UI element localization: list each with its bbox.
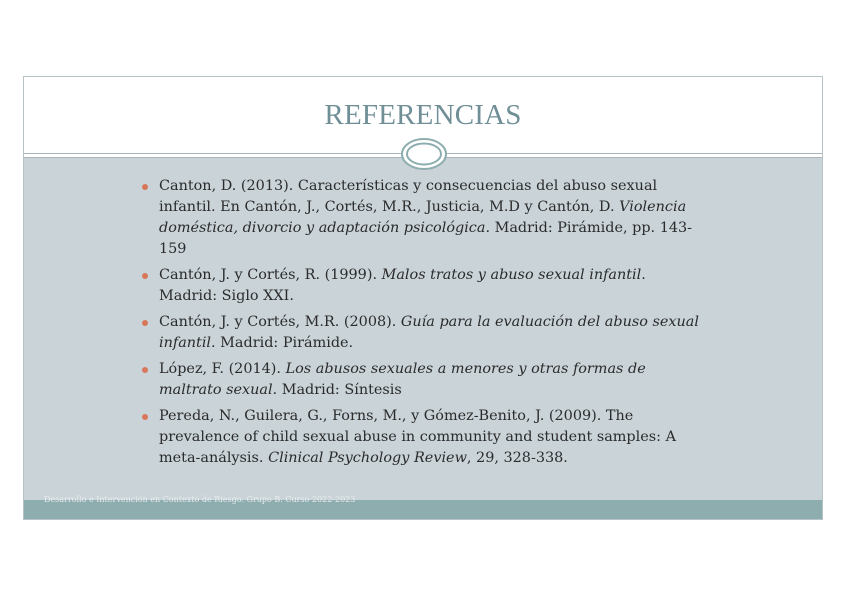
reference-item (142, 406, 702, 469)
reference-text: Pereda, N., Guilera, G., Forns, M., y Gómez-Benito, J. (2009). The prevalence of child sexual abuse in community and student samples: A meta-análysis. (159, 408, 676, 466)
reference-item (142, 265, 702, 307)
reference-title: Guía para la evaluación del abuso sexual infantil. (159, 314, 699, 351)
reference-list (142, 176, 702, 474)
bullet-dot-icon (142, 414, 148, 420)
reference-item (142, 312, 702, 354)
bullet-dot-icon (142, 273, 148, 279)
reference-text: Cantón, J. y Cortés, M.R. (2008). (159, 314, 401, 330)
reference-publisher: Madrid: Siglo XXI. (159, 288, 294, 304)
reference-title: Malos tratos y abuso sexual infantil. (381, 267, 646, 283)
reference-title: Los abusos sexuales a menores y otras formas de maltrato sexual. (159, 361, 646, 398)
slide-title: REFERENCIAS (324, 99, 522, 131)
reference-text: Canton, D. (2013). Características y consecuencias del abuso sexual infantil. En Cantón, J., Cortés, M.R., Justicia, M.D y Cantón, D. (159, 178, 658, 215)
reference-publisher: Madrid: Síntesis (277, 382, 402, 398)
oval-ornament-icon (399, 136, 449, 172)
bullet-dot-icon (142, 367, 148, 373)
reference-text: Cantón, J. y Cortés, R. (1999). (159, 267, 382, 283)
reference-title: Clinical Psychology Review (268, 450, 467, 466)
reference-publisher: , 29, 328-338. (466, 450, 568, 466)
reference-publisher: Madrid: Pirámide. (215, 335, 354, 351)
reference-title: Violencia doméstica, divorcio y adaptación psicológica. (159, 199, 687, 236)
reference-item (142, 176, 702, 260)
reference-publisher: Madrid: Pirámide, pp. 143-159 (159, 220, 693, 257)
reference-text: López, F. (2014). (159, 361, 286, 377)
bullet-dot-icon (142, 320, 148, 326)
footer-text: Desarrollo e Intervención en Contexto de Riesgo. Grupo B. Curso 2022-2023 (44, 495, 356, 504)
reference-item (142, 359, 702, 401)
slide (23, 76, 823, 520)
bullet-dot-icon (142, 184, 148, 190)
